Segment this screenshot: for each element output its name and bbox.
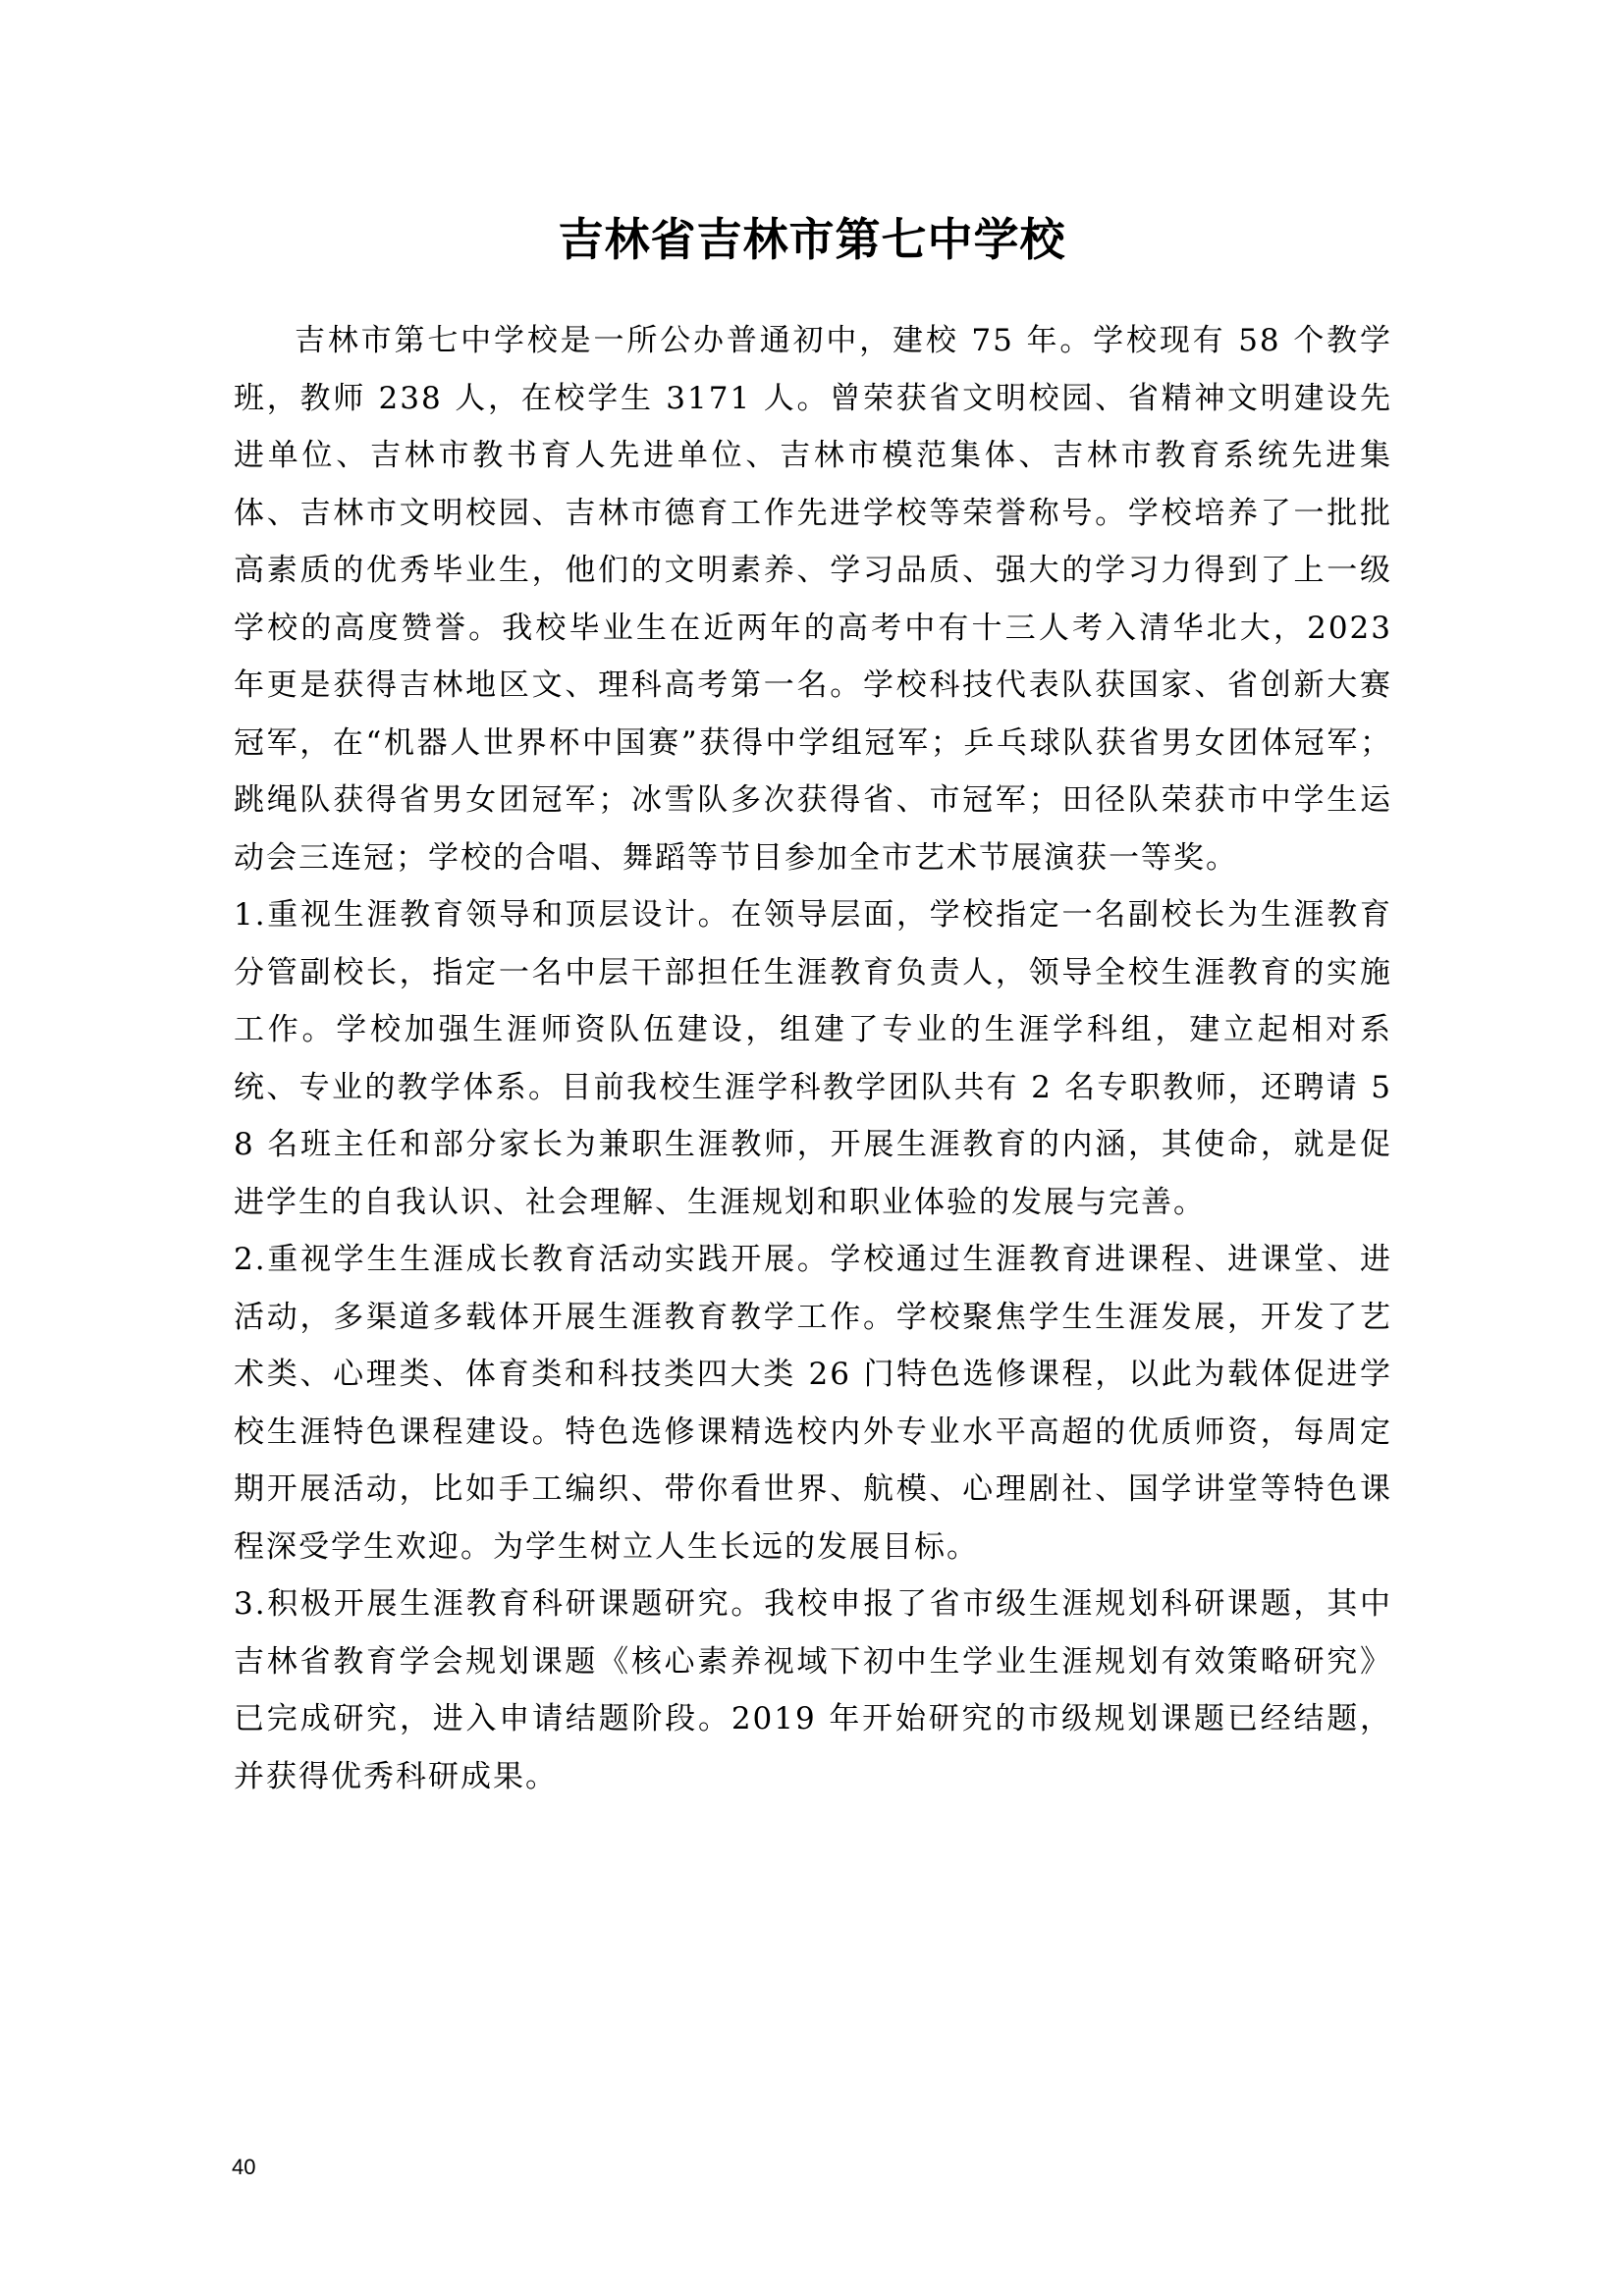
- section-1-paragraph: 1.重视生涯教育领导和顶层设计。在领导层面，学校指定一名副校长为生涯教育分管副校长，指定一名中层干部担任生涯教育负责人，领导全校生涯教育的实施工作。学校加强生涯师资队伍建设，组建了专业的生涯学科组，建立起相对系统、专业的教学体系。目前我校生涯学科教学团队共有 2 名专职教师，还聘请 58 名班主任和部分家长为兼职生涯教师，开展生涯教育的内涵，其使命，就是促进学生的自我认识、社会理解、生涯规划和职业体验的发展与完善。: [234, 897, 1392, 1220]
- page-title: 吉林省吉林市第七中学校: [558, 213, 1066, 266]
- section-2-paragraph: 2.重视学生生涯成长教育活动实践开展。学校通过生涯教育进课程、进课堂、进活动，多渠道多载体开展生涯教育教学工作。学校聚焦学生生涯发展，开发了艺术类、心理类、体育类和科技类四大类 26 门特色选修课程，以此为载体促进学校生涯特色课程建设。特色选修课精选校内外专业水平高超的优质师资，每周定期开展活动，比如手工编织、带你看世界、航模、心理剧社、国学讲堂等特色课程深受学生欢迎。为学生树立人生长远的发展目标。: [234, 1242, 1392, 1565]
- intro-paragraph: 吉林市第七中学校是一所公办普通初中，建校 75 年。学校现有 58 个教学班，教师 238 人，在校学生 3171 人。曾荣获省文明校园、省精神文明建设先进单位、吉林市教书育人先进单位、吉林市模范集体、吉林市教育系统先进集体、吉林市文明校园、吉林市德育工作先进学校等荣誉称号。学校培养了一批批高素质的优秀毕业生，他们的文明素养、学习品质、强大的学习力得到了上一级学校的高度赞誉。我校毕业生在近两年的高考中有十三人考入清华北大，2023 年更是获得吉林地区文、理科高考第一名。学校科技代表队获国家、省创新大赛冠军，在“机器人世界杯中国赛”获得中学组冠军；乒乓球队获省男女团体冠军；跳绳队获得省男女团冠军；冰雪队多次获得省、市冠军；田径队荣获市中学生运动会三连冠；学校的合唱、舞蹈等节目参加全市艺术节展演获一等奖。: [234, 323, 1392, 876]
- section-3-paragraph: 3.积极开展生涯教育科研课题研究。我校申报了省市级生涯规划科研课题，其中吉林省教育学会规划课题《核心素养视域下初中生学业生涯规划有效策略研究》已完成研究，进入申请结题阶段。2019 年开始研究的市级规划课题已经结题，并获得优秀科研成果。: [234, 1586, 1392, 1794]
- page-number: 40: [232, 2155, 256, 2179]
- document-body: [234, 312, 1392, 1805]
